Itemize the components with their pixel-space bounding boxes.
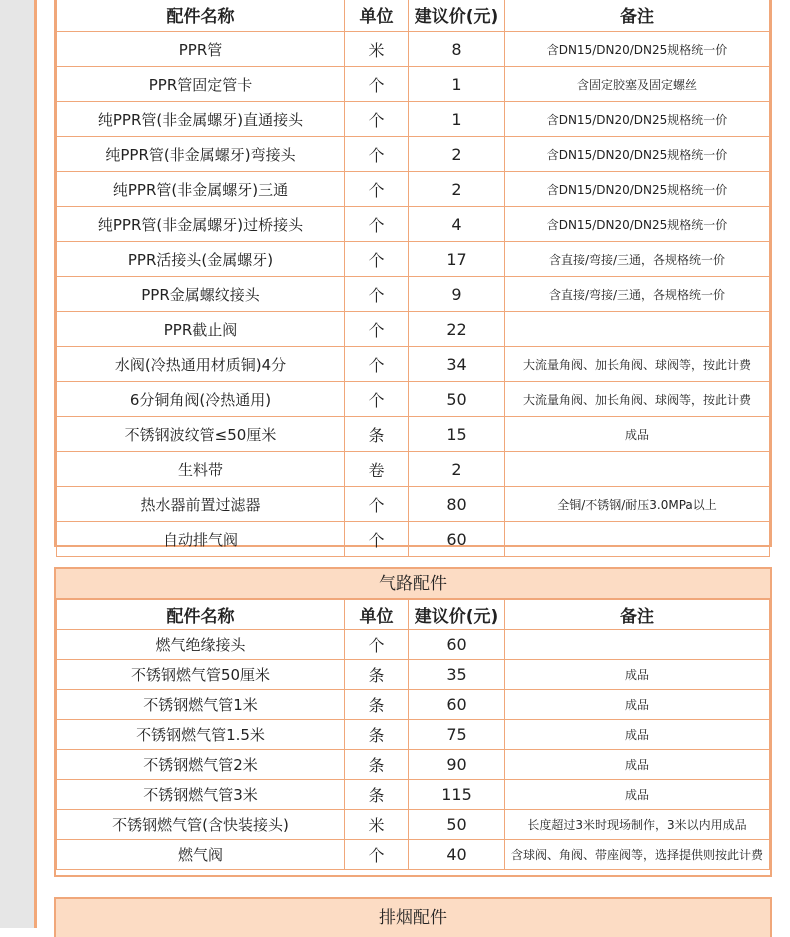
cell-price: 9 [409,277,505,312]
cell-unit: 个 [345,207,409,242]
cell-name: 纯PPR管(非金属螺牙)过桥接头 [57,207,345,242]
cell-price: 2 [409,172,505,207]
table-row [57,102,770,137]
cell-price: 2 [409,137,505,172]
cell-note: 全铜/不锈钢/耐压3.0MPa以上 [505,487,770,522]
table-row [57,242,770,277]
cell-name: PPR管固定管卡 [57,67,345,102]
gas-fittings-body [57,630,770,870]
table-row [57,750,770,780]
cell-name: 自动排气阀 [57,522,345,557]
cell-name: 燃气阀 [57,840,345,870]
cell-unit: 个 [345,67,409,102]
header-price: 建议价(元) [409,0,505,32]
cell-note: 成品 [505,750,770,780]
cell-unit: 个 [345,277,409,312]
cell-note [505,522,770,557]
cell-unit: 米 [345,810,409,840]
gas-fittings-table [56,599,770,870]
cell-note: 成品 [505,780,770,810]
cell-name: PPR活接头(金属螺牙) [57,242,345,277]
table-header-row [57,600,770,630]
header-name: 配件名称 [57,0,345,32]
cell-unit: 条 [345,750,409,780]
cell-price: 50 [409,810,505,840]
table-row [57,347,770,382]
table-header-row [57,0,770,32]
water-fittings-table [56,0,770,557]
cell-note: 大流量角阀、加长角阀、球阀等，按此计费 [505,382,770,417]
cell-unit: 条 [345,660,409,690]
table-row [57,630,770,660]
header-price: 建议价(元) [409,600,505,630]
cell-name: 不锈钢波纹管≤50厘米 [57,417,345,452]
cell-note: 成品 [505,660,770,690]
gas-section-title: 气路配件 [56,569,770,599]
table-row [57,417,770,452]
cell-unit: 个 [345,347,409,382]
table-row [57,810,770,840]
cell-unit: 个 [345,522,409,557]
cell-name: 不锈钢燃气管1.5米 [57,720,345,750]
cell-name: 不锈钢燃气管2米 [57,750,345,780]
smoke-fittings-panel [54,897,772,937]
cell-price: 60 [409,630,505,660]
cell-unit: 个 [345,242,409,277]
table-row [57,452,770,487]
cell-name: PPR管 [57,32,345,67]
cell-price: 50 [409,382,505,417]
table-row [57,522,770,557]
table-row [57,690,770,720]
cell-note: 含DN15/DN20/DN25规格统一价 [505,207,770,242]
cell-name: PPR金属螺纹接头 [57,277,345,312]
cell-price: 4 [409,207,505,242]
water-fittings-table-panel [54,0,772,550]
table-row [57,207,770,242]
cell-note: 长度超过3米时现场制作，3米以内用成品 [505,810,770,840]
table-row [57,137,770,172]
cell-name: 不锈钢燃气管(含快装接头) [57,810,345,840]
left-margin-bar [0,0,34,928]
cell-note: 成品 [505,690,770,720]
cell-price: 1 [409,67,505,102]
table-row [57,312,770,347]
table-row [57,840,770,870]
header-unit: 单位 [345,0,409,32]
cell-price: 15 [409,417,505,452]
cell-price: 2 [409,452,505,487]
cell-note: 含直接/弯接/三通，各规格统一价 [505,277,770,312]
cell-price: 8 [409,32,505,67]
table-row [57,32,770,67]
cell-note: 含固定胶塞及固定螺丝 [505,67,770,102]
cell-name: 6分铜角阀(冷热通用) [57,382,345,417]
table-row [57,660,770,690]
table-row [57,172,770,207]
table-row [57,720,770,750]
table-row [57,382,770,417]
cell-name: 不锈钢燃气管50厘米 [57,660,345,690]
table-row [57,67,770,102]
gas-fittings-panel [54,567,772,877]
cell-name: 不锈钢燃气管3米 [57,780,345,810]
cell-price: 1 [409,102,505,137]
cell-name: PPR截止阀 [57,312,345,347]
cell-note: 含直接/弯接/三通，各规格统一价 [505,242,770,277]
cell-name: 纯PPR管(非金属螺牙)三通 [57,172,345,207]
cell-price: 17 [409,242,505,277]
smoke-section-title: 排烟配件 [56,899,770,937]
cell-unit: 条 [345,417,409,452]
cell-unit: 个 [345,840,409,870]
cell-note [505,630,770,660]
cell-name: 燃气绝缘接头 [57,630,345,660]
cell-unit: 个 [345,630,409,660]
cell-note: 含DN15/DN20/DN25规格统一价 [505,172,770,207]
table-row [57,487,770,522]
cell-name: 生料带 [57,452,345,487]
cell-unit: 个 [345,312,409,347]
cell-name: 纯PPR管(非金属螺牙)直通接头 [57,102,345,137]
cell-note: 成品 [505,417,770,452]
cell-note: 含DN15/DN20/DN25规格统一价 [505,137,770,172]
cell-note: 含DN15/DN20/DN25规格统一价 [505,102,770,137]
cell-price: 40 [409,840,505,870]
cell-price: 75 [409,720,505,750]
cell-price: 22 [409,312,505,347]
cell-unit: 米 [345,32,409,67]
header-note: 备注 [505,0,770,32]
header-unit: 单位 [345,600,409,630]
table-row [57,277,770,312]
cell-price: 60 [409,522,505,557]
cell-unit: 条 [345,690,409,720]
cell-price: 90 [409,750,505,780]
cell-unit: 条 [345,780,409,810]
cell-unit: 个 [345,137,409,172]
cell-price: 34 [409,347,505,382]
cell-unit: 卷 [345,452,409,487]
cell-note: 含球阀、角阀、带座阀等，选择提供则按此计费 [505,840,770,870]
cell-note: 成品 [505,720,770,750]
cell-price: 35 [409,660,505,690]
cell-price: 115 [409,780,505,810]
header-note: 备注 [505,600,770,630]
cell-note: 大流量角阀、加长角阀、球阀等，按此计费 [505,347,770,382]
cell-note [505,452,770,487]
cell-note [505,312,770,347]
cell-unit: 条 [345,720,409,750]
cell-note: 含DN15/DN20/DN25规格统一价 [505,32,770,67]
cell-name: 热水器前置过滤器 [57,487,345,522]
cell-unit: 个 [345,487,409,522]
cell-name: 纯PPR管(非金属螺牙)弯接头 [57,137,345,172]
cell-price: 80 [409,487,505,522]
cell-name: 水阀(冷热通用材质铜)4分 [57,347,345,382]
table-row [57,780,770,810]
water-fittings-body [57,32,770,557]
left-accent-line [34,0,37,928]
cell-unit: 个 [345,382,409,417]
cell-unit: 个 [345,102,409,137]
cell-name: 不锈钢燃气管1米 [57,690,345,720]
header-name: 配件名称 [57,600,345,630]
cell-price: 60 [409,690,505,720]
cell-unit: 个 [345,172,409,207]
